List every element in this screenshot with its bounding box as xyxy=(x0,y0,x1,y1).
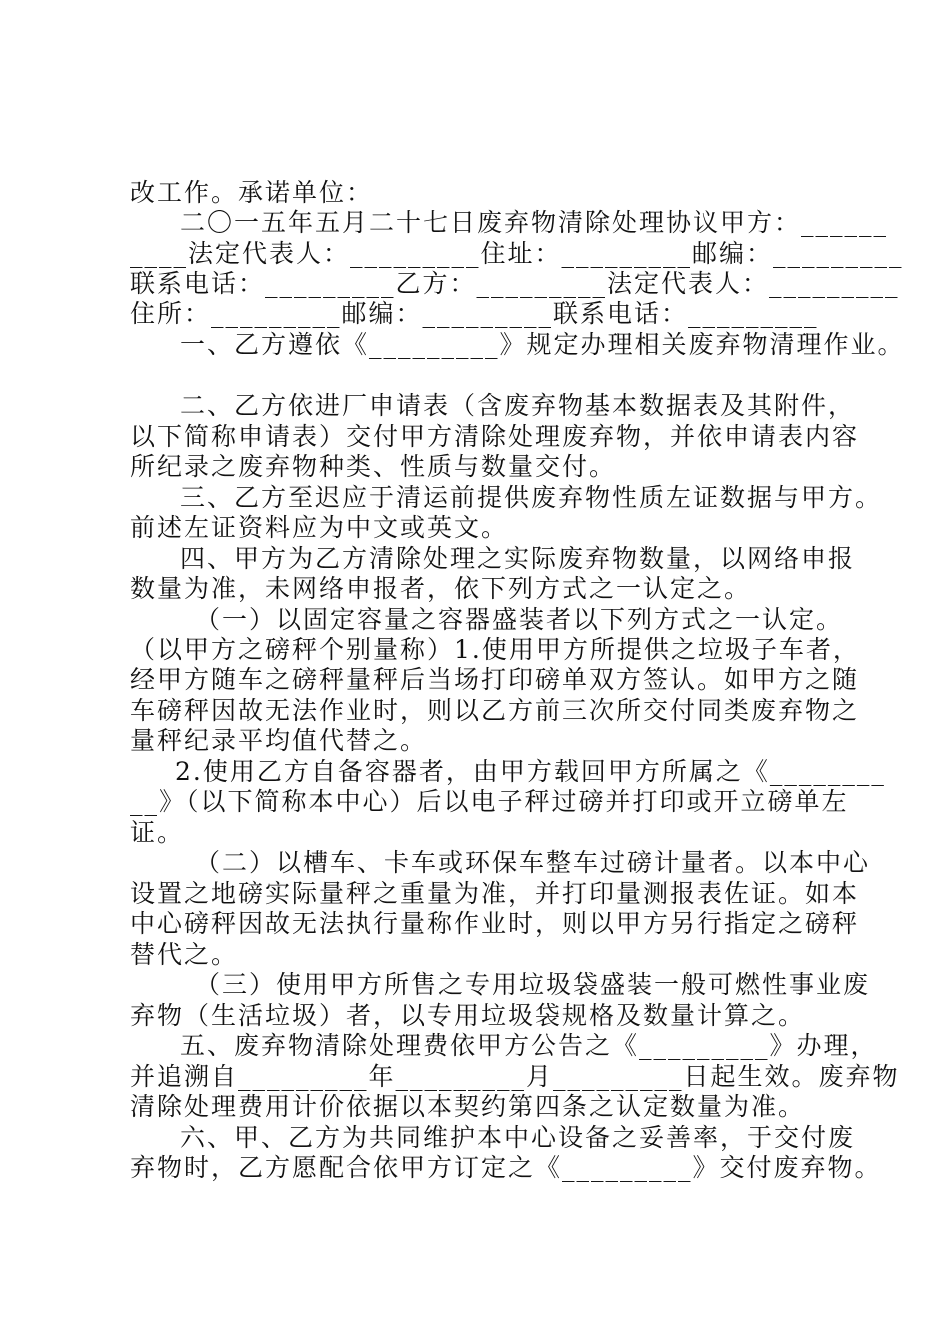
text-line: 三、乙方至迟应于清运前提供废弃物性质左证数据与甲方。 xyxy=(180,483,883,512)
text-line: 设置之地磅实际量秤之重量为准，并打印量测报表佐证。如本 xyxy=(130,879,860,908)
text-line: （一）以固定容量之容器盛装者以下列方式之一认定。 xyxy=(195,605,844,634)
text-line: 量秤纪录平均值代替之。 xyxy=(130,726,428,755)
text-line: 2.使用乙方自备容器者，由甲方载回甲方所属之《________ xyxy=(175,757,886,786)
text-line: 五、废弃物清除处理费依甲方公告之《_________》办理， xyxy=(180,1031,878,1060)
text-line: 以下简称申请表）交付甲方清除处理废弃物，并依申请表内容 xyxy=(130,422,860,451)
text-line: 数量为准，未网络申报者，依下列方式之一认定之。 xyxy=(130,574,752,603)
text-line: 二〇一五年五月二十七日废弃物清除处理协议甲方：______ xyxy=(180,208,889,237)
text-line: 四、甲方为乙方清除处理之实际废弃物数量，以网络申报 xyxy=(180,544,856,573)
text-line: 二、乙方依进厂申请表（含废弃物基本数据表及其附件， xyxy=(180,391,856,420)
text-line: 前述左证资料应为中文或英文。 xyxy=(130,513,509,542)
text-line: __》（以下简称本中心）后以电子秤过磅并打印或开立磅单左 xyxy=(130,787,849,816)
text-line: 车磅秤因故无法作业时，则以乙方前三次所交付同类废弃物之 xyxy=(130,696,860,725)
text-line: 一、乙方遵依《_________》规定办理相关废弃物清理作业。 xyxy=(180,330,905,359)
text-line: 替代之。 xyxy=(130,940,239,969)
text-line: ____法定代表人：_________住址：_________邮编：_________ xyxy=(130,239,904,268)
text-line: 中心磅秤因故无法执行量称作业时，则以甲方另行指定之磅秤 xyxy=(130,909,860,938)
text-line: 所纪录之废弃物种类、性质与数量交付。 xyxy=(130,452,617,481)
text-line: （三）使用甲方所售之专用垃圾袋盛装一般可燃性事业废 xyxy=(195,970,871,999)
text-line: 并追溯自_________年_________月_________日起生效。废弃物 xyxy=(130,1062,900,1091)
text-line: 六、甲、乙方为共同维护本中心设备之妥善率，于交付废 xyxy=(180,1123,856,1152)
text-line: 改工作。承诺单位： xyxy=(130,178,374,207)
text-line: 弃物时，乙方愿配合依甲方订定之《_________》交付废弃物。 xyxy=(130,1153,882,1182)
text-line: （二）以槽车、卡车或环保车整车过磅计量者。以本中心 xyxy=(195,848,871,877)
text-line: 清除处理费用计价依据以本契约第四条之认定数量为准。 xyxy=(130,1092,806,1121)
text-line: 联系电话：_________乙方：_________法定代表人：_________ xyxy=(130,269,900,298)
text-line: 弃物（生活垃圾）者，以专用垃圾袋规格及数量计算之。 xyxy=(130,1001,806,1030)
text-line: （以甲方之磅秤个别量称）1.使用甲方所提供之垃圾子车者， xyxy=(130,635,860,664)
text-line: 经甲方随车之磅秤量秤后当场打印磅单双方签认。如甲方之随 xyxy=(130,665,860,694)
text-line: 住所：_________邮编：_________联系电话：_________ xyxy=(130,299,819,328)
text-line: 证。 xyxy=(130,818,185,847)
